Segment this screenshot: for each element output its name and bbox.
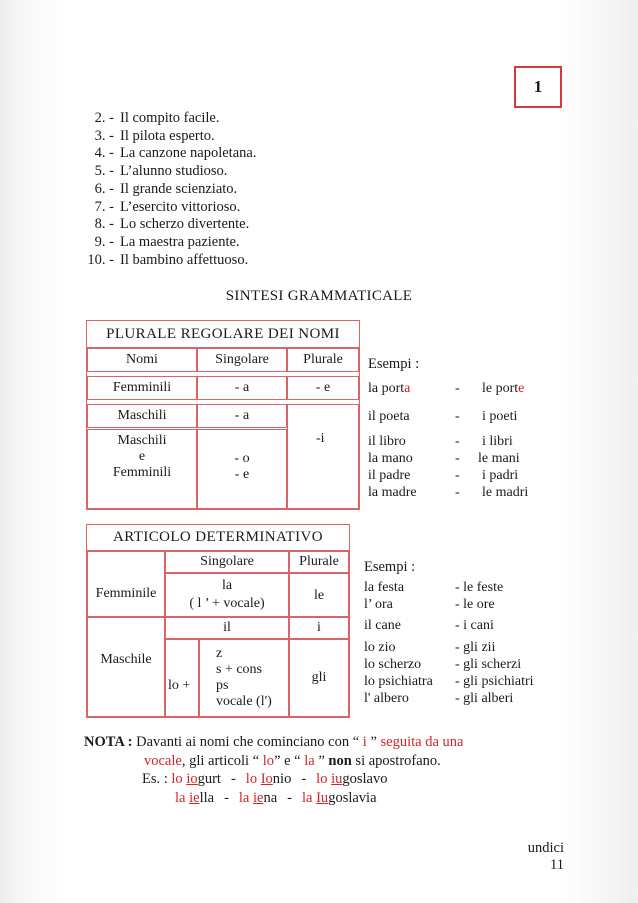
nota-es-label: Es. : (142, 771, 168, 787)
articolo-example-plural: - gli zii (455, 640, 496, 655)
lo-plus: lo + (168, 678, 191, 693)
exercise-text: L’alunno studioso. (120, 163, 228, 180)
fem-l-vocale: ( l ’ + vocale) (189, 596, 265, 611)
articolo-example: lo zio (364, 640, 396, 655)
nota-sep: - (224, 789, 229, 806)
sing-a-masc: - a (197, 404, 287, 428)
nota-i: i (359, 734, 371, 750)
nota-example-stem: ie (189, 789, 200, 806)
exercise-item (78, 110, 256, 128)
exercise-item (78, 252, 256, 270)
articolo-example-plural: - i cani (455, 618, 494, 633)
plurale-example-dash: - (455, 434, 460, 449)
nota-text: ” e “ (274, 752, 305, 769)
col-header-plurale: Plurale (287, 348, 359, 372)
nota-example-rest: goslavia (328, 789, 377, 806)
nota-example-stem: io (186, 771, 198, 787)
articolo-example: l’ ora (364, 597, 393, 612)
nota-example-article: la (175, 789, 186, 806)
exercise-number: 5. - (94, 163, 114, 180)
nota-example-article: lo (171, 771, 183, 787)
nota-label: NOTA : (84, 734, 133, 750)
exercise-text: La maestra paziente. (120, 233, 240, 250)
plurale-example: il padre (368, 468, 411, 483)
nota-text: ” (314, 752, 329, 769)
fem-le: le (313, 588, 325, 603)
nota-text: Davanti ai nomi che cominciano con “ (136, 734, 360, 750)
col-header-nomi: Nomi (87, 348, 197, 372)
articolo-example-plural: - gli scherzi (455, 657, 522, 672)
plurale-example-plural (482, 381, 524, 397)
row-maschili-e-femminili (87, 429, 197, 509)
plurale-example-plural: i poeti (482, 409, 518, 424)
nota-example-rest: goslavo (342, 771, 388, 787)
masc-gli: gli (311, 670, 327, 685)
plurale-esempi-label: Esempi : (368, 356, 420, 372)
nota-text: ” (370, 734, 381, 750)
case-s-cons: s + cons (216, 662, 263, 677)
nota-example-stem: ie (253, 789, 264, 806)
example-plur-ending: e (518, 381, 525, 396)
plurale-example-plural: i libri (482, 434, 513, 449)
exercise-text: Il pilota esperto. (120, 127, 215, 144)
exercise-text: Lo scherzo divertente. (120, 216, 250, 233)
exercise-item (78, 199, 256, 217)
example-sing-ending: a (404, 381, 411, 396)
articolo-example-plural: - le feste (455, 580, 504, 595)
fem-la: la (221, 578, 233, 593)
sing-o: - o (234, 451, 250, 466)
plurale-example (368, 381, 410, 397)
nota-lo: lo (262, 752, 275, 769)
case-z: z (216, 646, 223, 661)
articolo-example: lo scherzo (364, 657, 422, 672)
fem-singolare (165, 573, 289, 617)
lo-plus-cell (165, 639, 199, 717)
page-number-box: 1 (514, 66, 562, 108)
masc-gli-cell (289, 639, 349, 717)
nota-example-article: lo (316, 771, 328, 787)
example-sing-stem: la port (368, 381, 405, 396)
exercise-text: La canzone napoletana. (120, 145, 257, 162)
nota-la: la (304, 752, 315, 769)
exercise-item (78, 163, 256, 181)
plurale-example: il poeta (368, 409, 410, 424)
exercise-number: 6. - (94, 180, 114, 197)
case-ps: ps (216, 678, 229, 693)
articolo-table-title: ARTICOLO DETERMINATIVO (87, 525, 349, 551)
articolo-example: l' albero (364, 691, 409, 706)
nota-example-article: lo (245, 771, 258, 787)
nota-example-rest: na (263, 789, 278, 806)
masc-cases (199, 639, 289, 717)
exercise-item (78, 181, 256, 199)
exercise-number: 4. - (94, 145, 114, 162)
sing-e: - e (234, 467, 250, 482)
exercise-text: Il compito facile. (120, 110, 220, 126)
col-header-plurale: Plurale (289, 551, 349, 573)
nota-example-article: la (302, 789, 313, 806)
exercise-number: 3. - (94, 127, 114, 144)
articolo-table (86, 524, 350, 718)
nota-section (84, 733, 463, 807)
nota-line-1 (84, 733, 463, 752)
nota-text: si apostrofano. (351, 752, 441, 769)
nota-red-text: vocale (144, 752, 182, 769)
exercise-text: Il grande scienziato. (120, 180, 238, 197)
plurale-example-plural: le madri (482, 485, 529, 500)
plurale-example-dash: - (455, 468, 460, 483)
femminili-label: Femminili (112, 465, 172, 480)
row-femminili: Femminili (87, 376, 197, 400)
footer-number: 11 (550, 857, 564, 873)
exercise-item (78, 145, 256, 163)
nota-line-2 (84, 752, 463, 771)
fem-plurale (289, 573, 349, 617)
page-footer (528, 840, 564, 874)
nota-red-text: seguita da una (380, 734, 464, 750)
section-title: SINTESI GRAMMATICALE (225, 288, 413, 304)
articolo-example: il cane (364, 618, 401, 633)
maschile-label: Maschile (100, 652, 152, 667)
articolo-example: la festa (364, 580, 405, 595)
plurale-example-dash: - (455, 485, 460, 500)
exercise-item (78, 216, 256, 234)
nota-text: , gli articoli “ (181, 752, 263, 769)
nota-sep: - (301, 771, 307, 787)
e-label: e (138, 449, 146, 464)
plurale-example: il libro (368, 434, 406, 449)
exercise-text: L’esercito vittorioso. (120, 198, 241, 215)
plurale-example-dash: - (455, 381, 460, 396)
exercise-number: 9. - (94, 233, 114, 250)
maschile-row-label (87, 617, 165, 717)
exercise-text: Il bambino affettuoso. (120, 251, 249, 268)
sing-o-e-cell (197, 429, 287, 509)
col-header-singolare: Singolare (165, 551, 289, 573)
plurale-example-plural: i padri (482, 468, 519, 483)
plur-i: -i (316, 431, 325, 446)
nota-example-rest: lla (199, 789, 215, 806)
exercise-number: 10. - (87, 251, 114, 268)
masc-il: il (165, 617, 289, 639)
nota-example-stem: Io (260, 771, 273, 787)
nota-example-stem: iu (331, 771, 343, 787)
nota-example-article: la (238, 789, 250, 806)
row-maschili: Maschili (87, 404, 197, 428)
exercise-item (78, 128, 256, 146)
articolo-example: lo psichiatra (364, 674, 433, 689)
nota-sep: - (230, 771, 236, 787)
plurale-example-dash: - (455, 451, 460, 466)
nota-es-row-2 (84, 789, 463, 808)
nota-non: non (328, 752, 352, 769)
exercise-list (78, 110, 256, 269)
plur-e: - e (287, 376, 359, 400)
footer-word: undici (527, 840, 564, 856)
plurale-table (86, 320, 360, 510)
nota-example-rest: nio (272, 771, 292, 787)
exercise-number: 7. - (94, 198, 114, 215)
articolo-example-plural: - gli psichiatri (455, 674, 534, 689)
maschili-label: Maschili (117, 433, 167, 448)
nota-example-rest: gurt (197, 771, 221, 787)
femminile-label: Femminile (95, 586, 157, 601)
sing-a-fem: - a (197, 376, 287, 400)
articolo-esempi-label: Esempi : (364, 559, 416, 575)
femminile-row-label (87, 551, 165, 617)
plurale-example-plural: le mani (478, 451, 520, 466)
plur-i-cell (287, 404, 359, 509)
plurale-example-dash: - (455, 409, 460, 424)
masc-i: i (289, 617, 349, 639)
plurale-table-title: PLURALE REGOLARE DEI NOMI (87, 321, 359, 348)
plurale-example: la mano (368, 451, 413, 466)
exercise-item (78, 234, 256, 252)
plurale-example: la madre (368, 485, 417, 500)
articolo-example-plural: - le ore (455, 597, 495, 612)
col-header-singolare: Singolare (197, 348, 287, 372)
exercise-number: 8. - (94, 216, 114, 233)
nota-es-row-1 (84, 770, 463, 789)
example-plur-stem: le port (482, 381, 519, 396)
nota-sep: - (287, 789, 292, 806)
articolo-example-plural: - gli alberi (455, 691, 514, 706)
case-vocale: vocale (l') (216, 694, 272, 709)
exercise-number: 2. - (94, 110, 114, 126)
nota-example-stem: Iu (316, 789, 329, 806)
